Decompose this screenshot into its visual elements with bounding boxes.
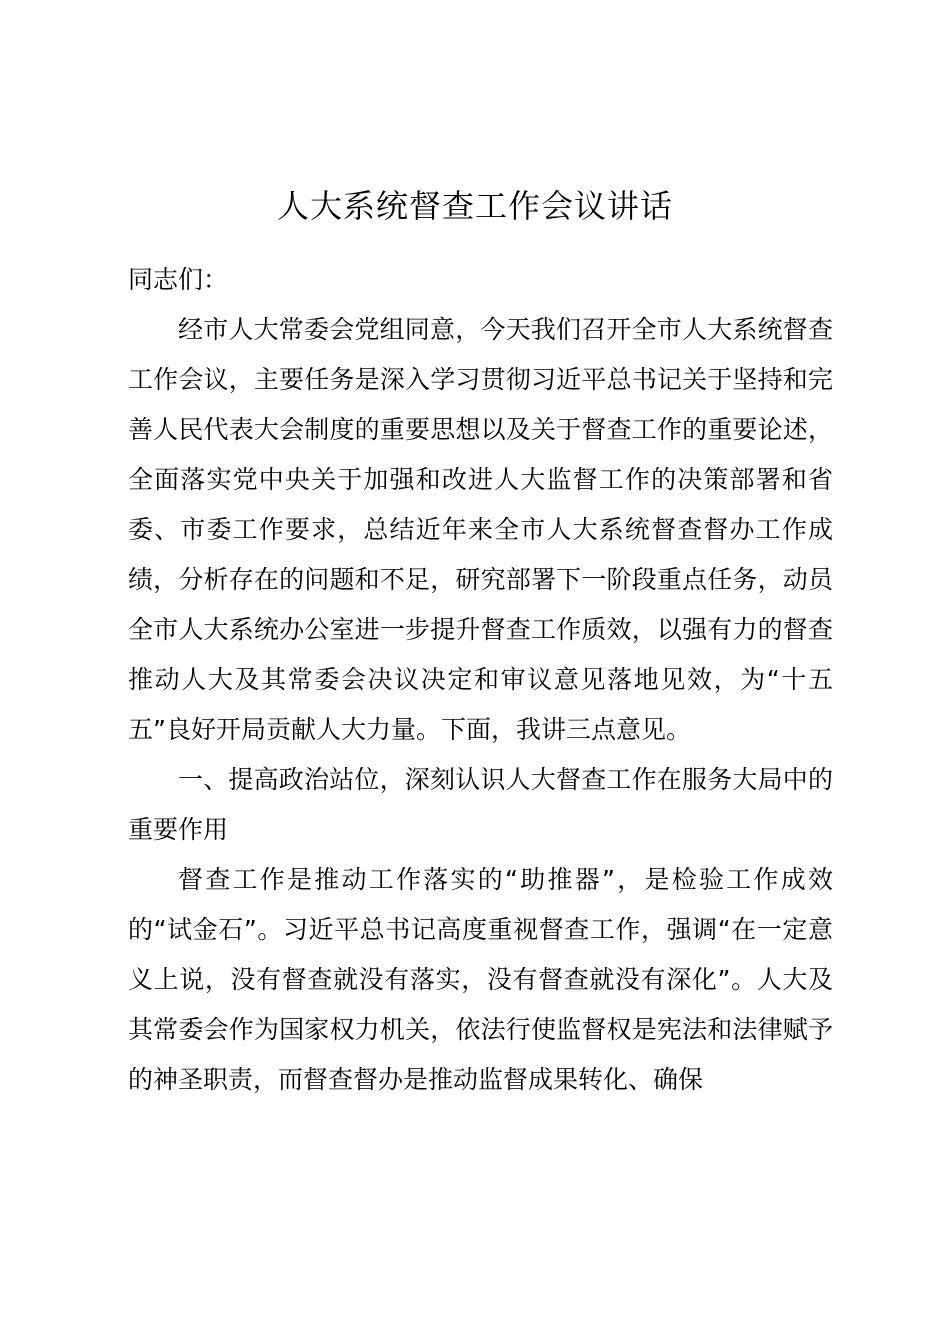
paragraph-section-1: 督查工作是推动工作落实的“助推器”，是检验工作成效的“试金石”。习近平总书记高度重视督查工作，强调“在一定意义上说，没有督查就没有落实，没有督查就没有深化”。人大及其常委会作为国家权力机关，依法行使监督权是宪法和法律赋予的神圣职责，而督查督办是推动监督成果转化、确保 [128,865,833,1094]
document-title: 人大系统督查工作会议讲话 [276,187,673,225]
paragraph-intro: 经市人大常委会党组同意，今天我们召开全市人大系统督查工作会议，主要任务是深入学习贯彻习近平总书记关于坚持和完善人民代表大会制度的重要思想以及关于督查工作的重要论述，全面落实党中央关于加强和改进人大监督工作的决策部署和省委、市委工作要求，总结近年来全市人大系统督查督办工作成绩，分析存在的问题和不足，研究部署下一阶段重点任务，动员全市人大系统办公室进一步提升督查工作质效，以强有力的督查推动人大及其常委会决议决定和审议意见落地见效，为“十五五”良好开局贡献人大力量。下面，我讲三点意见。 [128,315,833,744]
salutation: 同志们： [128,265,229,294]
section-heading-1: 一、提高政治站位，深刻认识人大督查工作在服务大局中的重要作用 [128,765,833,844]
document-body [128,255,833,1105]
